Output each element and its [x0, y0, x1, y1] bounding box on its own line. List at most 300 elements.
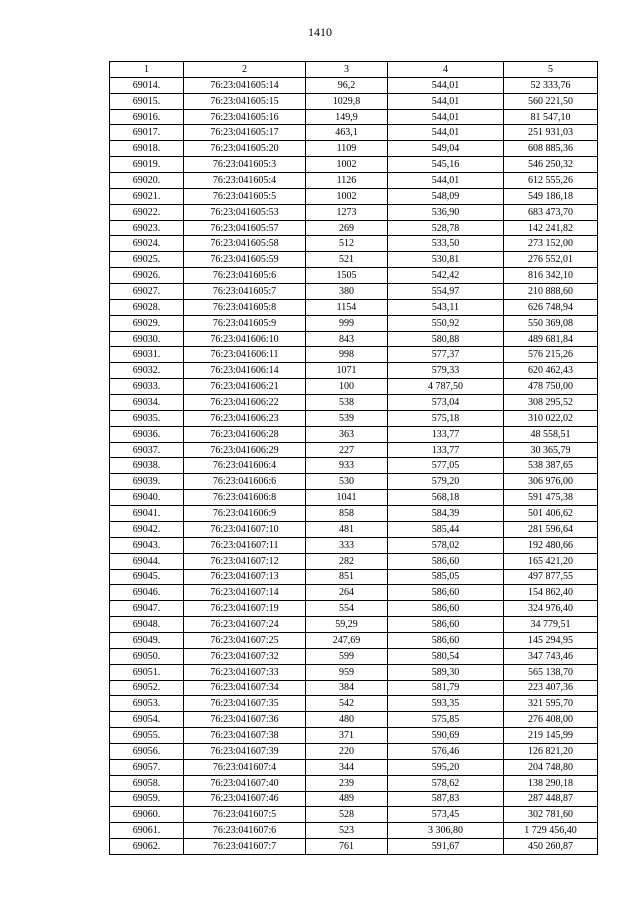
- table-cell: 69017.: [110, 125, 184, 141]
- table-cell: 76:23:041605:3: [184, 157, 306, 173]
- table-cell: 269: [306, 220, 388, 236]
- table-cell: 480: [306, 712, 388, 728]
- table-cell: 959: [306, 664, 388, 680]
- table-cell: 69022.: [110, 204, 184, 220]
- table-row: [110, 93, 598, 109]
- table-cell: 324 976,40: [504, 601, 598, 617]
- table-cell: 76:23:041607:36: [184, 712, 306, 728]
- table-cell: 76:23:041607:39: [184, 743, 306, 759]
- table-cell: 536,90: [388, 204, 504, 220]
- table-cell: 52 333,76: [504, 77, 598, 93]
- table-cell: 595,20: [388, 759, 504, 775]
- table-cell: 69018.: [110, 141, 184, 157]
- table-cell: 281 596,64: [504, 521, 598, 537]
- table-row: [110, 125, 598, 141]
- table-cell: 450 260,87: [504, 839, 598, 855]
- table-row: [110, 236, 598, 252]
- data-table: [109, 61, 598, 855]
- header-row: [110, 62, 598, 78]
- table-cell: 306 976,00: [504, 474, 598, 490]
- table-cell: 310 022,02: [504, 410, 598, 426]
- table-cell: 69026.: [110, 268, 184, 284]
- table-cell: 69051.: [110, 664, 184, 680]
- table-row: [110, 157, 598, 173]
- table-cell: 133,77: [388, 442, 504, 458]
- table-cell: 1041: [306, 490, 388, 506]
- table-cell: 76:23:041606:9: [184, 506, 306, 522]
- table-cell: 76:23:041606:4: [184, 458, 306, 474]
- table-cell: 545,16: [388, 157, 504, 173]
- table-cell: 580,88: [388, 331, 504, 347]
- table-cell: 463,1: [306, 125, 388, 141]
- table-cell: 578,02: [388, 537, 504, 553]
- table-cell: 210 888,60: [504, 284, 598, 300]
- table-cell: 69040.: [110, 490, 184, 506]
- table-cell: 96,2: [306, 77, 388, 93]
- table-cell: 76:23:041605:14: [184, 77, 306, 93]
- table-row: [110, 759, 598, 775]
- table-cell: 76:23:041606:22: [184, 395, 306, 411]
- table-cell: 69019.: [110, 157, 184, 173]
- table-row: [110, 395, 598, 411]
- table-row: [110, 664, 598, 680]
- table-row: [110, 712, 598, 728]
- table-cell: 69025.: [110, 252, 184, 268]
- table-cell: 489: [306, 791, 388, 807]
- table-cell: 308 295,52: [504, 395, 598, 411]
- table-cell: 302 781,60: [504, 807, 598, 823]
- table-row: [110, 347, 598, 363]
- table-row: [110, 807, 598, 823]
- table-cell: 591 475,38: [504, 490, 598, 506]
- table-row: [110, 284, 598, 300]
- table-cell: 30 365,79: [504, 442, 598, 458]
- table-cell: 584,39: [388, 506, 504, 522]
- table-cell: 282: [306, 553, 388, 569]
- table-cell: 76:23:041607:40: [184, 775, 306, 791]
- table-cell: 1002: [306, 188, 388, 204]
- table-row: [110, 553, 598, 569]
- table-cell: 585,44: [388, 521, 504, 537]
- table-cell: 76:23:041606:23: [184, 410, 306, 426]
- table-cell: 550,92: [388, 315, 504, 331]
- table-cell: 76:23:041607:13: [184, 569, 306, 585]
- table-cell: 227: [306, 442, 388, 458]
- column-header: 1: [110, 62, 184, 78]
- table-cell: 220: [306, 743, 388, 759]
- table-cell: 76:23:041607:32: [184, 648, 306, 664]
- table-cell: 1273: [306, 204, 388, 220]
- table-row: [110, 220, 598, 236]
- table-row: [110, 474, 598, 490]
- table-cell: 76:23:041605:53: [184, 204, 306, 220]
- table-cell: 69031.: [110, 347, 184, 363]
- table-row: [110, 680, 598, 696]
- table-row: [110, 299, 598, 315]
- table-cell: 76:23:041605:4: [184, 173, 306, 189]
- table-cell: 69062.: [110, 839, 184, 855]
- table-row: [110, 791, 598, 807]
- table-cell: 69042.: [110, 521, 184, 537]
- table-cell: 489 681,84: [504, 331, 598, 347]
- table-cell: 858: [306, 506, 388, 522]
- table-row: [110, 648, 598, 664]
- table-row: [110, 728, 598, 744]
- table-cell: 539: [306, 410, 388, 426]
- table-cell: 554,97: [388, 284, 504, 300]
- table-cell: 593,35: [388, 696, 504, 712]
- table-cell: 69016.: [110, 109, 184, 125]
- table-cell: 76:23:041605:6: [184, 268, 306, 284]
- table-cell: 69034.: [110, 395, 184, 411]
- table-row: [110, 426, 598, 442]
- table-cell: 219 145,99: [504, 728, 598, 744]
- table-cell: 76:23:041606:14: [184, 363, 306, 379]
- table-cell: 321 595,70: [504, 696, 598, 712]
- table-cell: 154 862,40: [504, 585, 598, 601]
- table-cell: 612 555,26: [504, 173, 598, 189]
- table-cell: 76:23:041606:28: [184, 426, 306, 442]
- table-cell: 528: [306, 807, 388, 823]
- table-cell: 287 448,87: [504, 791, 598, 807]
- table-cell: 69052.: [110, 680, 184, 696]
- table-cell: 69050.: [110, 648, 184, 664]
- table-cell: 1505: [306, 268, 388, 284]
- table-cell: 69044.: [110, 553, 184, 569]
- table-cell: 76:23:041605:59: [184, 252, 306, 268]
- table-cell: 76:23:041605:8: [184, 299, 306, 315]
- table-row: [110, 173, 598, 189]
- table-cell: 999: [306, 315, 388, 331]
- table-cell: 530,81: [388, 252, 504, 268]
- table-row: [110, 617, 598, 633]
- table-cell: 575,18: [388, 410, 504, 426]
- table-cell: 586,60: [388, 601, 504, 617]
- table-cell: 76:23:041606:10: [184, 331, 306, 347]
- table-row: [110, 632, 598, 648]
- table-cell: 586,60: [388, 553, 504, 569]
- table-row: [110, 77, 598, 93]
- table-cell: 573,45: [388, 807, 504, 823]
- table-cell: 573,04: [388, 395, 504, 411]
- table-cell: 145 294,95: [504, 632, 598, 648]
- table-cell: 586,60: [388, 585, 504, 601]
- table-cell: 69043.: [110, 537, 184, 553]
- table-cell: 371: [306, 728, 388, 744]
- table-cell: 76:23:041605:58: [184, 236, 306, 252]
- table-cell: 76:23:041607:33: [184, 664, 306, 680]
- table-cell: 550 369,08: [504, 315, 598, 331]
- table-row: [110, 506, 598, 522]
- table-cell: 76:23:041607:25: [184, 632, 306, 648]
- table-cell: 69030.: [110, 331, 184, 347]
- table-cell: 69023.: [110, 220, 184, 236]
- table-cell: 69014.: [110, 77, 184, 93]
- table-body: [110, 77, 598, 854]
- table-cell: 544,01: [388, 109, 504, 125]
- table-cell: 69041.: [110, 506, 184, 522]
- table-cell: 347 743,46: [504, 648, 598, 664]
- table-cell: 544,01: [388, 125, 504, 141]
- table-row: [110, 379, 598, 395]
- table-cell: 76:23:041605:20: [184, 141, 306, 157]
- table-cell: 142 241,82: [504, 220, 598, 236]
- table-cell: 69032.: [110, 363, 184, 379]
- table-cell: 276 552,01: [504, 252, 598, 268]
- table-cell: 69037.: [110, 442, 184, 458]
- table-cell: 192 480,66: [504, 537, 598, 553]
- table-cell: 76:23:041605:16: [184, 109, 306, 125]
- table-cell: 69033.: [110, 379, 184, 395]
- table-row: [110, 268, 598, 284]
- table-cell: 579,33: [388, 363, 504, 379]
- table-cell: 544,01: [388, 77, 504, 93]
- table-cell: 543,11: [388, 299, 504, 315]
- table-cell: 538 387,65: [504, 458, 598, 474]
- table-cell: 591,67: [388, 839, 504, 855]
- table-cell: 76:23:041607:34: [184, 680, 306, 696]
- table-cell: 76:23:041606:11: [184, 347, 306, 363]
- table-cell: 69045.: [110, 569, 184, 585]
- table-row: [110, 823, 598, 839]
- table-cell: 528,78: [388, 220, 504, 236]
- table-cell: 100: [306, 379, 388, 395]
- table-cell: 363: [306, 426, 388, 442]
- table-cell: 626 748,94: [504, 299, 598, 315]
- table-cell: 69015.: [110, 93, 184, 109]
- table-cell: 76:23:041607:11: [184, 537, 306, 553]
- table-cell: 76:23:041607:6: [184, 823, 306, 839]
- table-cell: 577,05: [388, 458, 504, 474]
- table-cell: 575,85: [388, 712, 504, 728]
- table-cell: 530: [306, 474, 388, 490]
- table-cell: 76:23:041607:4: [184, 759, 306, 775]
- table-cell: 549 186,18: [504, 188, 598, 204]
- column-header: 2: [184, 62, 306, 78]
- table-row: [110, 569, 598, 585]
- table-row: [110, 775, 598, 791]
- table-cell: 149,9: [306, 109, 388, 125]
- table-cell: 76:23:041607:46: [184, 791, 306, 807]
- table-cell: 264: [306, 585, 388, 601]
- table-cell: 69047.: [110, 601, 184, 617]
- table-cell: 76:23:041605:57: [184, 220, 306, 236]
- table-cell: 76:23:041607:12: [184, 553, 306, 569]
- table-row: [110, 696, 598, 712]
- table-cell: 560 221,50: [504, 93, 598, 109]
- table-cell: 608 885,36: [504, 141, 598, 157]
- table-cell: 69021.: [110, 188, 184, 204]
- table-cell: 69038.: [110, 458, 184, 474]
- table-cell: 538: [306, 395, 388, 411]
- table-cell: 546 250,32: [504, 157, 598, 173]
- table-cell: 251 931,03: [504, 125, 598, 141]
- table-cell: 542,42: [388, 268, 504, 284]
- table-row: [110, 442, 598, 458]
- table-cell: 76:23:041606:21: [184, 379, 306, 395]
- table-cell: 48 558,51: [504, 426, 598, 442]
- table-row: [110, 490, 598, 506]
- table-row: [110, 252, 598, 268]
- table-cell: 481: [306, 521, 388, 537]
- table-cell: 1154: [306, 299, 388, 315]
- table-cell: 761: [306, 839, 388, 855]
- table-cell: 998: [306, 347, 388, 363]
- table-cell: 1002: [306, 157, 388, 173]
- table-cell: 544,01: [388, 93, 504, 109]
- table-row: [110, 585, 598, 601]
- table-row: [110, 839, 598, 855]
- table-cell: 81 547,10: [504, 109, 598, 125]
- table-cell: 523: [306, 823, 388, 839]
- table-row: [110, 109, 598, 125]
- table-cell: 577,37: [388, 347, 504, 363]
- table-cell: 69049.: [110, 632, 184, 648]
- table-cell: 34 779,51: [504, 617, 598, 633]
- table-cell: 580,54: [388, 648, 504, 664]
- table-cell: 590,69: [388, 728, 504, 744]
- table-row: [110, 141, 598, 157]
- table-row: [110, 601, 598, 617]
- table-cell: 204 748,80: [504, 759, 598, 775]
- table-cell: 239: [306, 775, 388, 791]
- table-cell: 578,62: [388, 775, 504, 791]
- table-cell: 512: [306, 236, 388, 252]
- table-cell: 69054.: [110, 712, 184, 728]
- table-cell: 1029,8: [306, 93, 388, 109]
- table-cell: 586,60: [388, 632, 504, 648]
- table-cell: 333: [306, 537, 388, 553]
- table-cell: 497 877,55: [504, 569, 598, 585]
- table-cell: 683 473,70: [504, 204, 598, 220]
- table-row: [110, 188, 598, 204]
- table-cell: 165 421,20: [504, 553, 598, 569]
- table-cell: 1109: [306, 141, 388, 157]
- table-cell: 521: [306, 252, 388, 268]
- table-cell: 478 750,00: [504, 379, 598, 395]
- table-cell: 851: [306, 569, 388, 585]
- table-cell: 59,29: [306, 617, 388, 633]
- table-cell: 69027.: [110, 284, 184, 300]
- table-cell: 542: [306, 696, 388, 712]
- table-cell: 69046.: [110, 585, 184, 601]
- table-cell: 76:23:041607:19: [184, 601, 306, 617]
- table-cell: 589,30: [388, 664, 504, 680]
- table-cell: 548,09: [388, 188, 504, 204]
- table-cell: 549,04: [388, 141, 504, 157]
- table-cell: 344: [306, 759, 388, 775]
- table-cell: 3 306,80: [388, 823, 504, 839]
- table-row: [110, 537, 598, 553]
- table-cell: 576,46: [388, 743, 504, 759]
- table-cell: 273 152,00: [504, 236, 598, 252]
- table-cell: 69056.: [110, 743, 184, 759]
- table-cell: 76:23:041607:10: [184, 521, 306, 537]
- table-cell: 69029.: [110, 315, 184, 331]
- table-cell: 76:23:041607:5: [184, 807, 306, 823]
- table-cell: 126 821,20: [504, 743, 598, 759]
- table-cell: 544,01: [388, 173, 504, 189]
- table-cell: 380: [306, 284, 388, 300]
- table-cell: 76:23:041607:24: [184, 617, 306, 633]
- table-cell: 69039.: [110, 474, 184, 490]
- table-row: [110, 204, 598, 220]
- table-cell: 69060.: [110, 807, 184, 823]
- table-cell: 69053.: [110, 696, 184, 712]
- table-cell: 568,18: [388, 490, 504, 506]
- table-cell: 581,79: [388, 680, 504, 696]
- table-cell: 276 408,00: [504, 712, 598, 728]
- table-cell: 76:23:041606:29: [184, 442, 306, 458]
- table-cell: 76:23:041605:17: [184, 125, 306, 141]
- table-cell: 76:23:041605:9: [184, 315, 306, 331]
- table-cell: 554: [306, 601, 388, 617]
- table-cell: 76:23:041605:7: [184, 284, 306, 300]
- table-cell: 69024.: [110, 236, 184, 252]
- table-cell: 76:23:041607:7: [184, 839, 306, 855]
- table-cell: 586,60: [388, 617, 504, 633]
- table-cell: 816 342,10: [504, 268, 598, 284]
- table-cell: 1071: [306, 363, 388, 379]
- table-cell: 223 407,36: [504, 680, 598, 696]
- table-cell: 1126: [306, 173, 388, 189]
- table-cell: 76:23:041605:5: [184, 188, 306, 204]
- page-number: 1410: [308, 25, 332, 39]
- column-header: 4: [388, 62, 504, 78]
- table-cell: 501 406,62: [504, 506, 598, 522]
- table-cell: 76:23:041607:38: [184, 728, 306, 744]
- table-cell: 599: [306, 648, 388, 664]
- table-cell: 579,20: [388, 474, 504, 490]
- table-cell: 69055.: [110, 728, 184, 744]
- table-cell: 76:23:041605:15: [184, 93, 306, 109]
- table-cell: 843: [306, 331, 388, 347]
- table-cell: 69035.: [110, 410, 184, 426]
- table-cell: 69059.: [110, 791, 184, 807]
- table-cell: 69020.: [110, 173, 184, 189]
- table-cell: 1 729 456,40: [504, 823, 598, 839]
- table-cell: 533,50: [388, 236, 504, 252]
- table-cell: 933: [306, 458, 388, 474]
- table-cell: 576 215,26: [504, 347, 598, 363]
- table-cell: 76:23:041607:14: [184, 585, 306, 601]
- table-cell: 585,05: [388, 569, 504, 585]
- table-cell: 69036.: [110, 426, 184, 442]
- column-header: 3: [306, 62, 388, 78]
- table-cell: 76:23:041606:6: [184, 474, 306, 490]
- table-cell: 69061.: [110, 823, 184, 839]
- table-cell: 620 462,43: [504, 363, 598, 379]
- table-cell: 69058.: [110, 775, 184, 791]
- table-cell: 69057.: [110, 759, 184, 775]
- table-row: [110, 458, 598, 474]
- table-cell: 133,77: [388, 426, 504, 442]
- table-cell: 69028.: [110, 299, 184, 315]
- table-row: [110, 410, 598, 426]
- table-row: [110, 363, 598, 379]
- table-row: [110, 743, 598, 759]
- table-row: [110, 521, 598, 537]
- table-cell: 4 787,50: [388, 379, 504, 395]
- column-header: 5: [504, 62, 598, 78]
- table-cell: 76:23:041607:35: [184, 696, 306, 712]
- table-cell: 384: [306, 680, 388, 696]
- table-cell: 69048.: [110, 617, 184, 633]
- table-cell: 247,69: [306, 632, 388, 648]
- table-row: [110, 315, 598, 331]
- table-cell: 138 290,18: [504, 775, 598, 791]
- table-cell: 565 138,70: [504, 664, 598, 680]
